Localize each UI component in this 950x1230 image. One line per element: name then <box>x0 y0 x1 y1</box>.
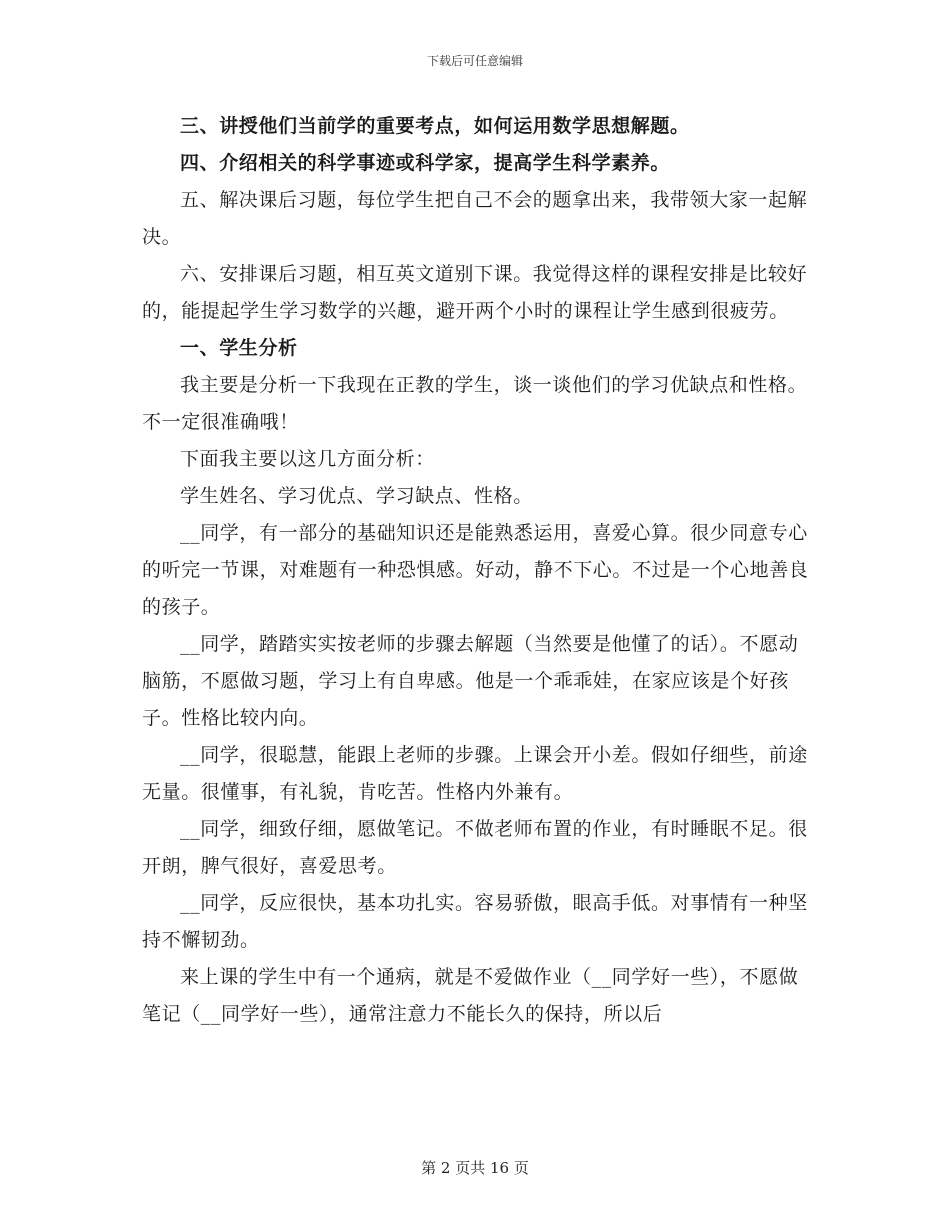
section-heading: 一、学生分析 <box>180 337 298 359</box>
paragraph: 六、安排课后习题，相互英文道别下课。我觉得这样的课程安排是比较好的，能提起学生学习数学的兴趣，避开两个小时的课程让学生感到很疲劳。 <box>142 263 808 322</box>
paragraph: __同学，踏踏实实按老师的步骤去解题（当然要是他懂了的话）。不愿动脑筋，不愿做习题，学习上有自卑感。他是一个乖乖娃，在家应该是个好孩子。性格比较内向。 <box>142 633 799 729</box>
paragraph: 我主要是分析一下我现在正教的学生，谈一谈他们的学习优缺点和性格。不一定很准确哦！ <box>142 374 808 433</box>
page-header: 下载后可任意编辑 <box>426 54 523 68</box>
document-body <box>142 108 812 1033</box>
paragraph: 四、介绍相关的科学事迹或科学家，提高学生科学素养。 <box>180 152 671 174</box>
paragraph: 学生姓名、学习优点、学习缺点、性格。 <box>180 485 533 507</box>
paragraph: __同学，反应很快，基本功扎实。容易骄傲，眼高手低。对事情有一种坚持不懈韧劲。 <box>142 892 808 951</box>
paragraph: 下面我主要以这几方面分析： <box>180 448 435 470</box>
paragraph: __同学，有一部分的基础知识还是能熟悉运用，喜爱心算。很少同意专心的听完一节课，对难题有一种恐惧感。好动，静不下心。不过是一个心地善良的孩子。 <box>142 522 809 618</box>
paragraph: __同学，很聪慧，能跟上老师的步骤。上课会开小差。假如仔细些，前途无量。很懂事，有礼貌，肯吃苦。性格内外兼有。 <box>142 744 808 803</box>
paragraph: 三、讲授他们当前学的重要考点，如何运用数学思想解题。 <box>180 115 690 137</box>
paragraph: 五、解决课后习题，每位学生把自己不会的题拿出来，我带领大家一起解决。 <box>142 189 808 248</box>
page-number: 第 2 页共 16 页 <box>421 1159 529 1177</box>
paragraph: 来上课的学生中有一个通病，就是不爱做作业（__同学好一些），不愿做笔记（__同学好一些），通常注意力不能长久的保持，所以后 <box>142 966 799 1025</box>
paragraph: __同学，细致仔细，愿做笔记。不做老师布置的作业，有时睡眠不足。很开朗，脾气很好，喜爱思考。 <box>142 818 808 877</box>
